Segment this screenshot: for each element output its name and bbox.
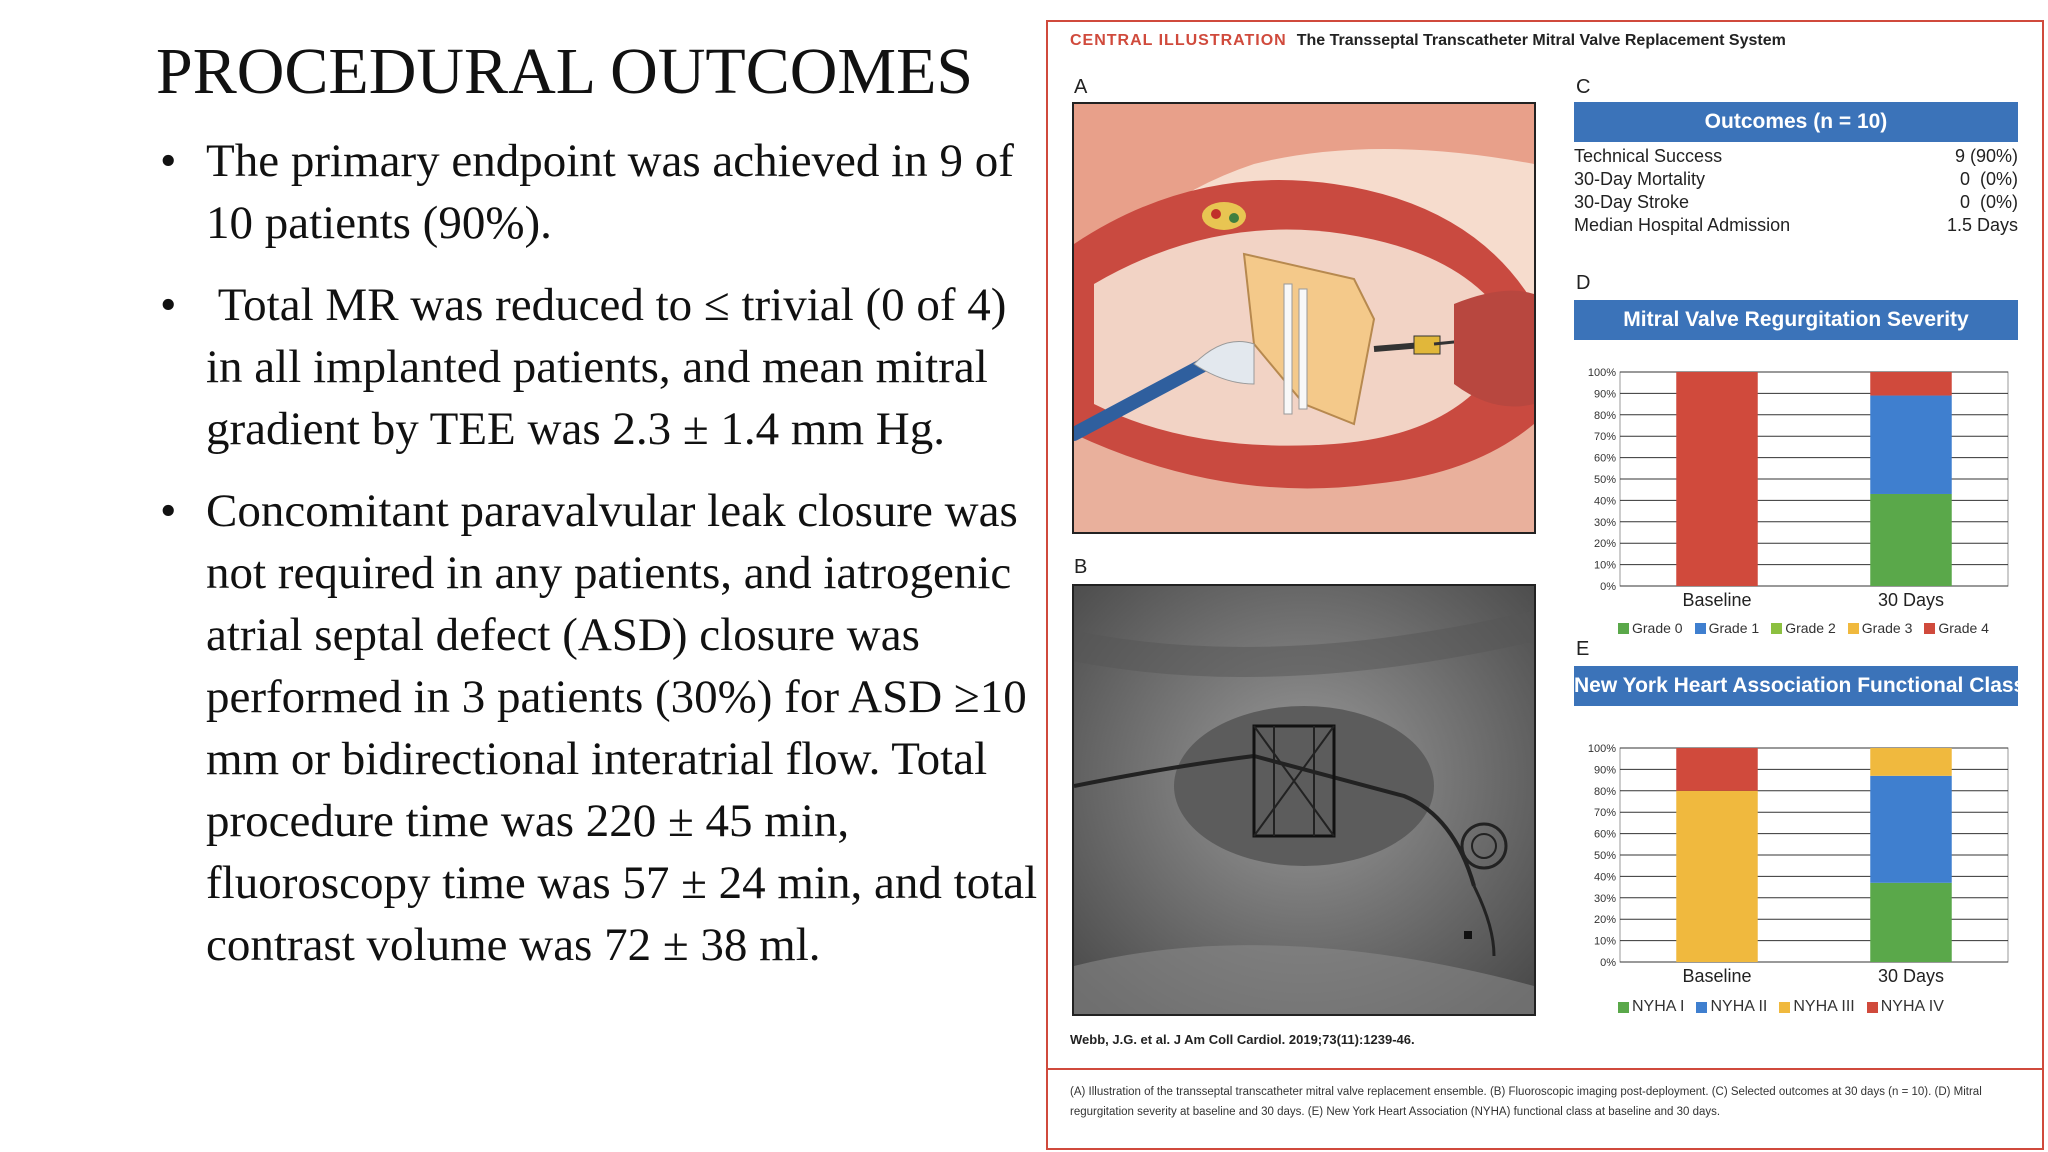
legend-label: Grade 4 <box>1938 620 1989 636</box>
legend-label: NYHA I <box>1632 998 1685 1015</box>
panel-letter-c: C <box>1576 76 1591 98</box>
fluoroscopy-graphic <box>1074 586 1534 1014</box>
legend-swatch <box>1848 623 1859 634</box>
bullet-item <box>160 274 1040 460</box>
bar-segment <box>1870 748 1951 776</box>
bullet-dot: • <box>160 485 177 537</box>
legend-swatch <box>1924 623 1935 634</box>
y-tick-label: 20% <box>1593 914 1616 927</box>
legend-label: Grade 3 <box>1861 620 1913 636</box>
legend-label: NYHA III <box>1793 998 1855 1015</box>
legend-label: Grade 1 <box>1708 620 1760 636</box>
legend-swatch <box>1618 623 1629 634</box>
bullet-text: The primary endpoint was achieved in 9 of 10 patients (90%). <box>206 135 1014 249</box>
legend-item <box>1696 998 1767 1016</box>
y-tick-label: 60% <box>1593 828 1616 841</box>
legend-item <box>1779 998 1854 1016</box>
y-tick-label: 20% <box>1593 538 1616 551</box>
y-tick-label: 0% <box>1600 957 1616 969</box>
legend-item <box>1924 620 1989 636</box>
panel-letter-a: A <box>1074 76 1088 98</box>
fluoroscopy-image <box>1072 584 1536 1016</box>
bullet-list <box>160 130 1040 996</box>
bar-segment <box>1870 883 1951 962</box>
outcome-row <box>1574 169 2018 192</box>
figure-header <box>1070 32 1786 50</box>
legend-item <box>1771 620 1836 636</box>
y-tick-label: 70% <box>1593 807 1616 820</box>
panel-letter-e: E <box>1576 638 1590 660</box>
bar-segment <box>1676 791 1757 962</box>
category-label: 30 Days <box>1877 966 1945 986</box>
figure-caption: (A) Illustration of the transseptal transcatheter mitral valve replacement ensemble. (B) Fluoroscopic imaging post-deployment. (C) Selected outcomes at 30 days (n = 10). (D) Mitral regurgitation severity at baseline and 30 days. (E) New York Heart Association (NYHA) functional class at baseline and 30 days. <box>1070 1086 1982 1118</box>
mr-severity-legend <box>1618 620 1989 636</box>
bullet-dot: • <box>160 135 177 187</box>
bullet-text: Concomitant paravalvular leak closure was not required in any patients, and iatrogenic atrial septal defect (ASD) closure was performed in 3 patients (30%) for ASD ≥10 mm or bidirectional interatrial flow. Total procedure time was 220 ± 45 min, fluoroscopy time was 57 ± 24 min, and total contrast volume was 72 ± 38 ml. <box>206 485 1038 971</box>
legend-swatch <box>1696 1002 1707 1013</box>
mr-severity-title: Mitral Valve Regurgitation Severity <box>1574 300 2018 340</box>
mr-severity-svg <box>1574 352 2018 620</box>
panel-letter-b: B <box>1074 556 1088 578</box>
figure-label: CENTRAL ILLUSTRATION <box>1070 32 1287 49</box>
bar-segment <box>1676 748 1757 791</box>
outcome-row <box>1574 215 2018 238</box>
bullet-dot: • <box>160 279 177 331</box>
nyha-chart <box>1574 728 2018 996</box>
nyha-legend <box>1618 998 1944 1016</box>
mr-severity-chart <box>1574 352 2018 620</box>
legend-item <box>1618 620 1683 636</box>
legend-swatch <box>1779 1002 1790 1013</box>
y-tick-label: 60% <box>1593 452 1616 465</box>
y-tick-label: 50% <box>1593 850 1616 862</box>
outcome-value: 1.5 Days <box>1946 215 2018 235</box>
figure-title: The Transseptal Transcatheter Mitral Valve Replacement System <box>1296 32 1786 49</box>
outcome-label: 30-Day Stroke <box>1574 192 1690 212</box>
bar-segment <box>1870 396 1951 494</box>
legend-item <box>1618 998 1684 1016</box>
central-illustration <box>1046 20 2044 1150</box>
bullet-item <box>160 480 1040 976</box>
nyha-svg <box>1574 728 2018 996</box>
y-tick-label: 100% <box>1587 367 1616 379</box>
y-tick-label: 70% <box>1593 431 1616 444</box>
outcome-value: 0 (0%) <box>1959 192 2018 212</box>
y-tick-label: 10% <box>1593 935 1616 948</box>
legend-swatch <box>1695 623 1706 634</box>
legend-swatch <box>1771 623 1782 634</box>
legend-label: NYHA IV <box>1880 998 1944 1015</box>
y-tick-label: 0% <box>1600 581 1616 593</box>
category-label: 30 Days <box>1877 590 1945 610</box>
outcome-value: 0 (0%) <box>1959 169 2018 189</box>
bar-segment <box>1870 372 1951 396</box>
legend-item <box>1867 998 1944 1016</box>
panel-letter-d: D <box>1576 272 1591 294</box>
legend-item <box>1848 620 1913 636</box>
y-tick-label: 80% <box>1593 785 1616 798</box>
citation: Webb, J.G. et al. J Am Coll Cardiol. 2019;73(11):1239-46. <box>1070 1032 1415 1047</box>
y-tick-label: 90% <box>1593 388 1616 401</box>
outcomes-table <box>1574 146 2018 238</box>
y-tick-label: 10% <box>1593 559 1616 572</box>
bullet-text: Total MR was reduced to ≤ trivial (0 of 4) in all implanted patients, and mean mitral gradient by TEE was 2.3 ± 1.4 mm Hg. <box>206 279 1019 455</box>
legend-swatch <box>1867 1002 1878 1013</box>
bullet-item <box>160 130 1040 254</box>
outcome-label: Technical Success <box>1574 146 1723 166</box>
bar-segment <box>1870 776 1951 883</box>
bar-segment <box>1870 494 1951 586</box>
outcome-value: 9 (90%) <box>1954 146 2018 166</box>
y-tick-label: 50% <box>1593 474 1616 486</box>
y-tick-label: 40% <box>1593 871 1616 884</box>
outcomes-header: Outcomes (n = 10) <box>1574 102 2018 142</box>
outcome-label: 30-Day Mortality <box>1574 169 1706 189</box>
valve-illustration-graphic <box>1074 104 1534 532</box>
y-tick-label: 90% <box>1593 764 1616 777</box>
y-tick-label: 80% <box>1593 409 1616 422</box>
legend-label: Grade 2 <box>1785 620 1836 636</box>
outcome-row <box>1574 146 2018 169</box>
y-tick-label: 100% <box>1587 743 1616 755</box>
y-tick-label: 30% <box>1593 516 1616 529</box>
legend-swatch <box>1618 1002 1629 1013</box>
valve-illustration <box>1072 102 1536 534</box>
nyha-title: New York Heart Association Functional Class <box>1574 666 2018 706</box>
category-label: Baseline <box>1682 966 1752 986</box>
category-label: Baseline <box>1682 590 1752 610</box>
caption-divider <box>1048 1068 2042 1070</box>
legend-label: NYHA II <box>1710 998 1768 1015</box>
bar-segment <box>1676 372 1757 586</box>
outcome-row <box>1574 192 2018 215</box>
legend-item <box>1695 620 1760 636</box>
legend-label: Grade 0 <box>1632 620 1683 636</box>
y-tick-label: 40% <box>1593 495 1616 508</box>
slide-title: PROCEDURAL OUTCOMES <box>156 35 974 108</box>
outcome-label: Median Hospital Admission <box>1574 215 1791 235</box>
y-tick-label: 30% <box>1593 892 1616 905</box>
